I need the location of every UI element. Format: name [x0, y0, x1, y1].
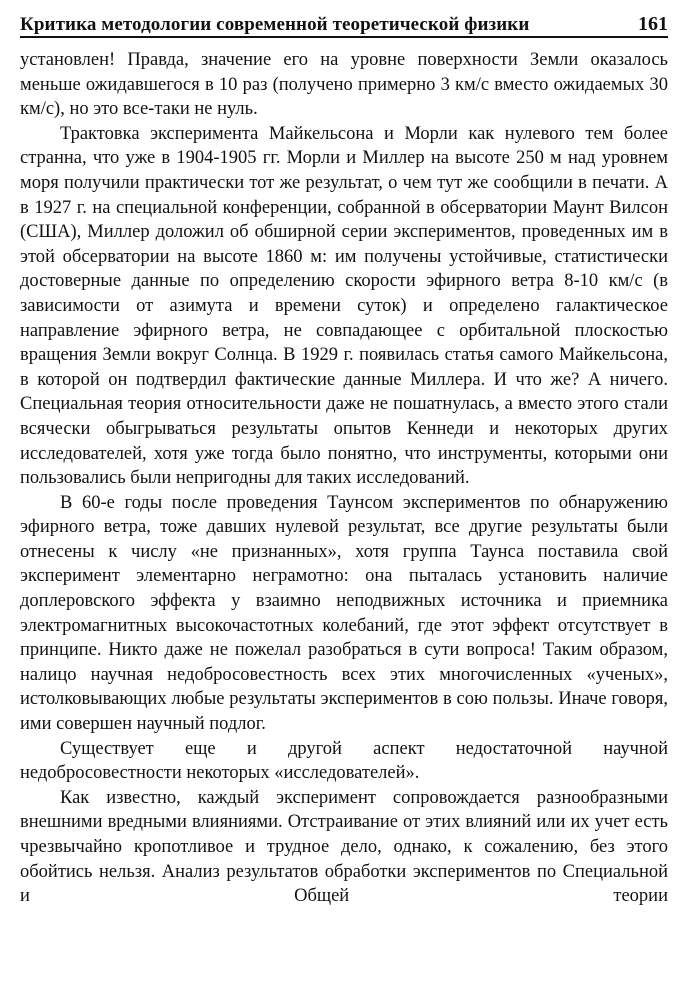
page-number: 161 [638, 13, 668, 35]
paragraph-another-aspect: Существует еще и другой аспект недостаточной научной недобросовестности некоторых «исследователей». [20, 738, 668, 784]
running-header [20, 6, 668, 38]
paragraph-michelson-morley: Трактовка эксперимента Майкельсона и Морли как нулевого тем более странна, что уже в 1904-1905 гг. Морли и Миллер на высоте 250 м над уровнем моря получили практически тот же результат, о чем тут же сообщили в печати. А в 1927 г. на специальной конференции, собранной в обсерватории Маунт Вилсон (США), Миллер доложил об обширной серии экспериментов, проведенных им в этой обсерватории на высоте 1860 м: им получены устойчивые, статистически достоверные данные по определению скорости эфирного ветра 8-10 км/с (в зависимости от азимута и времени суток) и определено галактическое направление эфирного ветра, не совпадающее с орбитальной плоскостью вращения Земли вокруг Солнца. В 1929 г. появилась статья самого Майкельсона, в которой он подтвердил фактические данные Миллера. И что же? А ничего. Специальная теория относительности даже не пошатнулась, а вместо этого стали всячески обыгрываться результаты опытов Кеннеди и некоторых других исследователей, хотя уже тогда было понятно, что инструменты, которыми они пользовались были непригодны для таких исследований. [20, 123, 668, 489]
running-title: Критика методологии современной теоретической физики [20, 14, 530, 35]
body-text [20, 48, 668, 909]
paragraph-townes: В 60-е годы после проведения Таунсом экспериментов по обнаружению эфирного ветра, тоже давших нулевой результат, все другие результаты были отнесены к числу «не признанных», хотя группа Таунса поставила свой эксперимент элементарно неграмотно: она пыталась установить наличие доплеровского эффекта у взаимно неподвижных источника и приемника электромагнитных высокочастотных колебаний, где этот эффект отсутствует в принципе. Никто даже не пожелал разобраться в сути вопроса! Таким образом, налицо научная недобросовестность всех этих многочисленных «ученых», истолковывающих любые результаты экспериментов в сою пользы. Иначе говоря, ими совершен научный подлог. [20, 492, 668, 735]
paragraph-continued: установлен! Правда, значение его на уровне поверхности Земли оказалось меньше ожидавшегося в 10 раз (получено примерно 3 км/с вместо ожидаемых 30 км/с), но это все-таки не нуль. [20, 50, 668, 120]
paragraph-experiment-influences: Как известно, каждый эксперимент сопровождается разнообразными внешними вредными влияниями. Отстраивание от этих влияний или их учет есть чрезвычайно кропотливое и трудное дело, однако, к сожалению, без этого обойтись нельзя. Анализ результатов обработки экспериментов по Специальной и Общей теории [20, 787, 668, 907]
